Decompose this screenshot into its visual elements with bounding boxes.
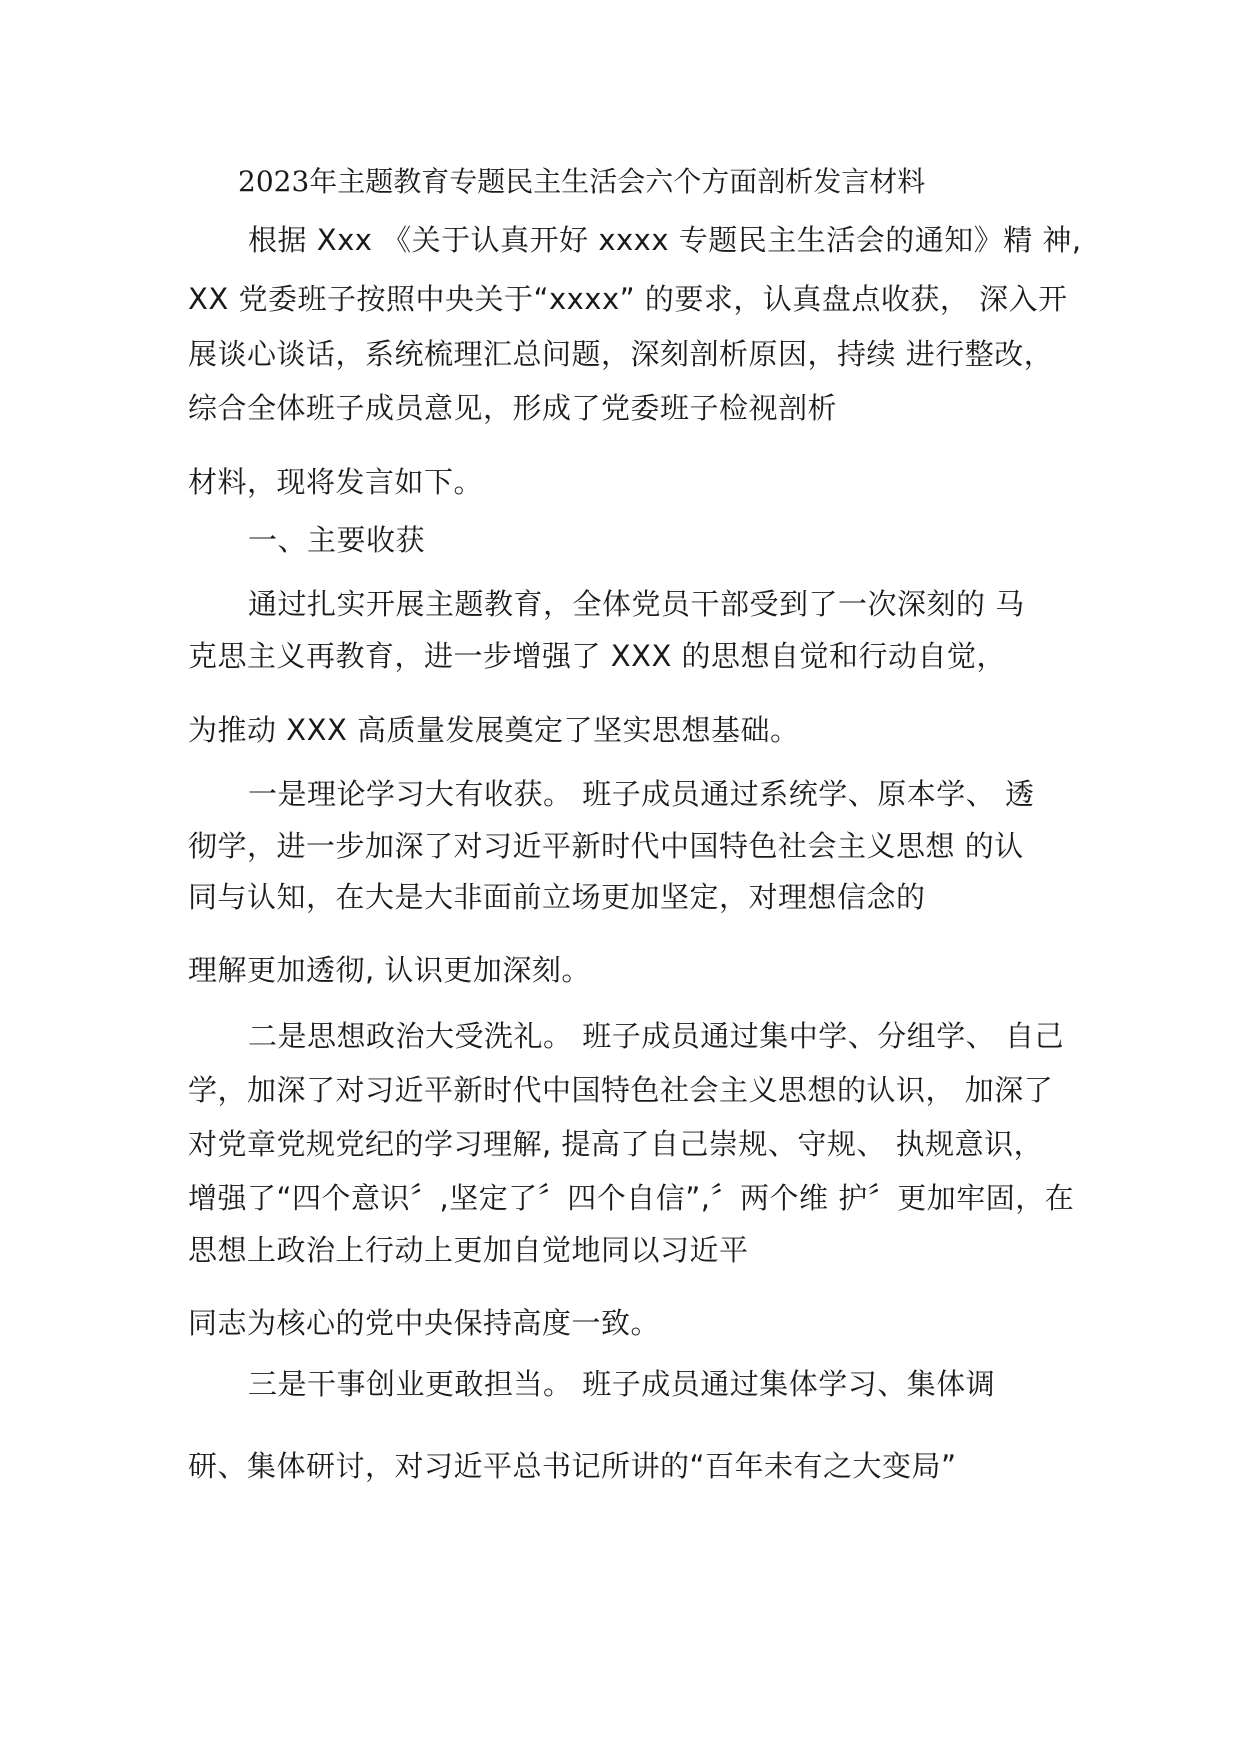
paragraph-line: XX 党委班子按照中央关于“xxxx” 的要求，认真盘点收获， 深入开 — [188, 282, 1068, 316]
paragraph-line: 同与认知，在大是大非面前立场更加坚定，对理想信念的 — [188, 880, 926, 914]
paragraph-line: 对党章党规党纪的学习理解, 提高了自己崇规、守规、 执规意识， — [188, 1127, 1044, 1161]
paragraph-line: 根据 Xxx 《关于认真开好 xxxx 专题民主生活会的通知》精 神, — [248, 223, 1082, 257]
paragraph-line: 克思主义再教育，进一步增强了 XXX 的思想自觉和行动自觉， — [188, 639, 1007, 673]
paragraph-line: 同志为核心的党中央保持高度一致。 — [188, 1306, 661, 1340]
paragraph-line: 学，加深了对习近平新时代中国特色社会主义思想的认识， 加深了 — [188, 1073, 1054, 1107]
paragraph-line: 彻学，进一步加深了对习近平新时代中国特色社会主义思想 的认 — [188, 829, 1024, 863]
paragraph-line: 通过扎实开展主题教育，全体党员干部受到了一次深刻的 马 — [248, 587, 1025, 621]
paragraph-line: 综合全体班子成员意见，形成了党委班子检视剖析 — [188, 391, 838, 425]
paragraph-line: 二是思想政治大受洗礼。 班子成员通过集中学、分组学、 自己 — [248, 1019, 1064, 1053]
paragraph-line: 材料，现将发言如下。 — [188, 465, 484, 499]
paragraph-line: 为推动 XXX 高质量发展奠定了坚实思想基础。 — [188, 713, 800, 747]
paragraph-line: 思想上政治上行动上更加自觉地同以习近平 — [188, 1233, 749, 1267]
paragraph-line: 展谈心谈话，系统梳理汇总问题，深刻剖析原因，持续 进行整改， — [188, 337, 1054, 371]
paragraph-line: 增强了“四个意识〞,坚定了〞四个自信”,〞两个维 护〞更加牢固，在 — [188, 1181, 1075, 1215]
paragraph-line: 一是理论学习大有收获。 班子成员通过系统学、原本学、 透 — [248, 777, 1035, 811]
paragraph-line: 三是干事创业更敢担当。 班子成员通过集体学习、集体调 — [248, 1367, 996, 1401]
section-heading: 一、主要收获 — [248, 523, 426, 557]
paragraph-line: 理解更加透彻, 认识更加深刻。 — [188, 953, 591, 987]
document-title: 2023年主题教育专题民主生活会六个方面剖析发言材料 — [238, 165, 926, 198]
paragraph-line: 研、集体研讨，对习近平总书记所讲的“百年未有之大变局” — [188, 1449, 957, 1483]
